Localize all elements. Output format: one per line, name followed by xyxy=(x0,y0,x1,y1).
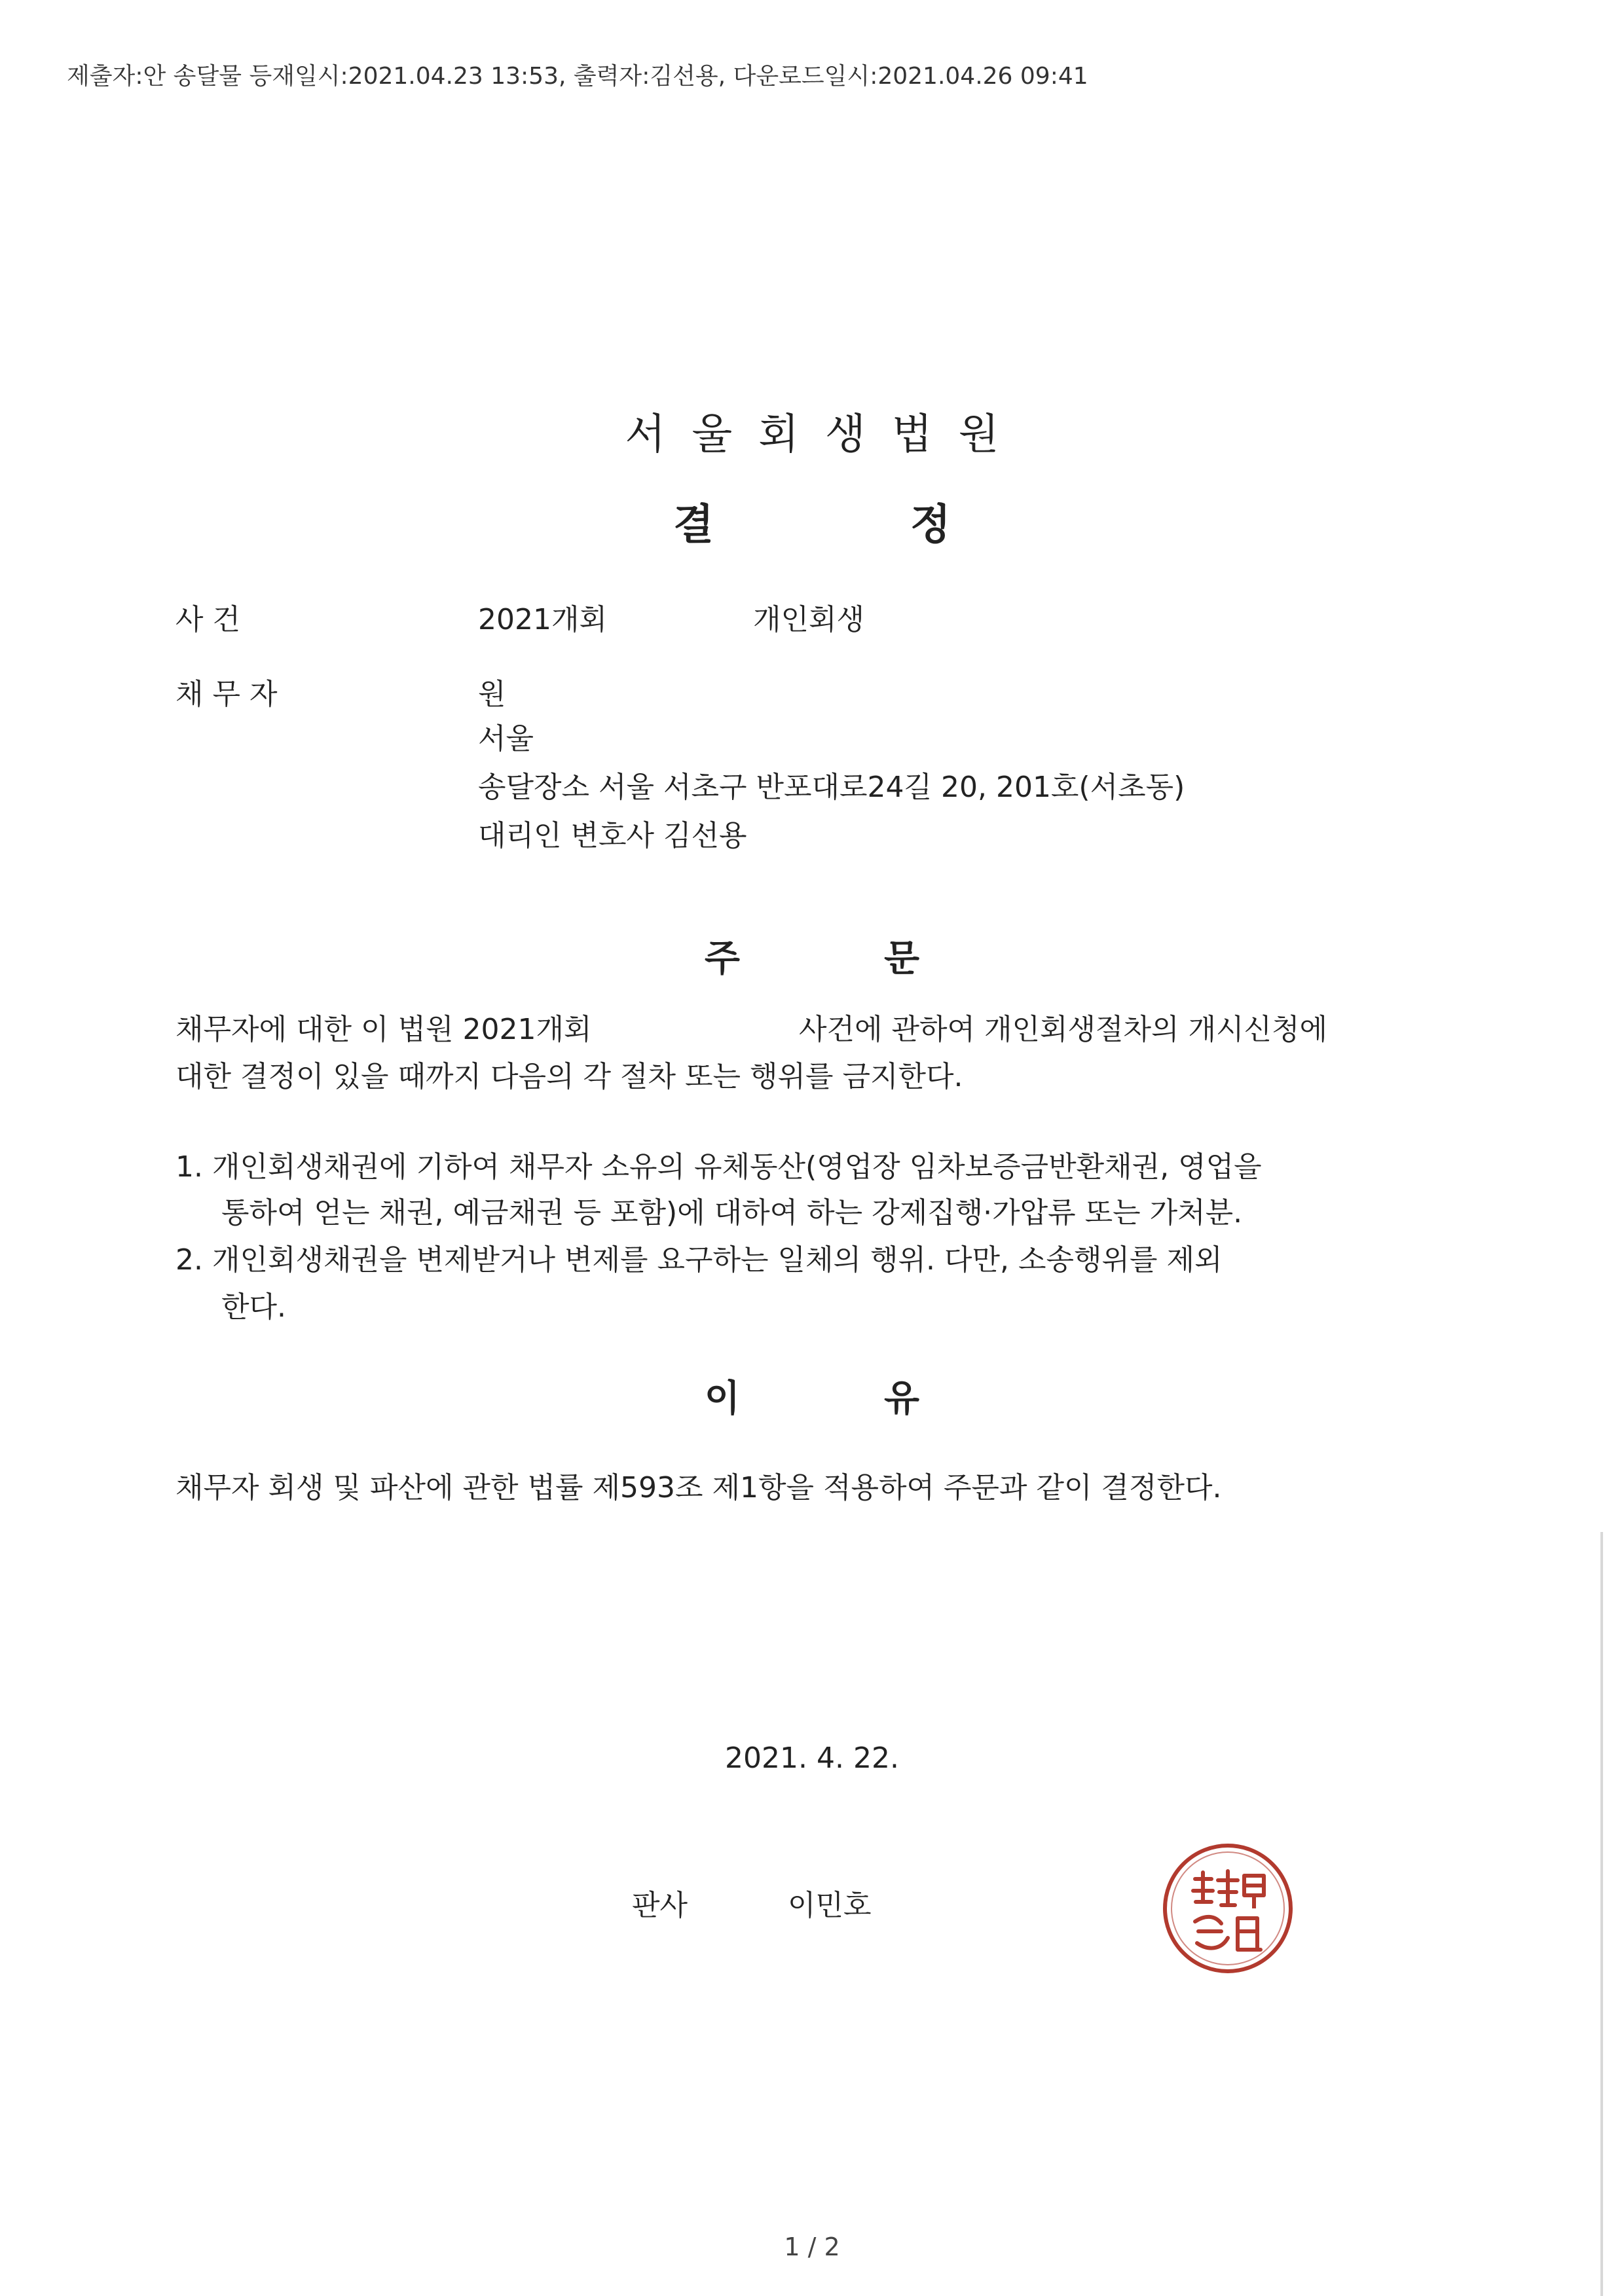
debtor-representative: 대리인 변호사 김선용 xyxy=(478,819,747,852)
order-item2-line2: 한다. xyxy=(221,1290,286,1324)
document-title-left: 결 xyxy=(673,501,714,549)
reason-text: 채무자 회생 및 파산에 관한 법률 제593조 제1항을 적용하여 주문과 같이 결정한다. xyxy=(175,1471,1222,1504)
judge-name: 이민호 xyxy=(788,1889,872,1922)
debtor-label: 채 무 자 xyxy=(175,678,278,711)
judge-label: 판사 xyxy=(632,1889,688,1922)
debtor-address: 서울 xyxy=(478,722,534,756)
order-heading-left: 주 xyxy=(704,938,740,980)
order-item1-line2: 통하여 얻는 채권, 예금채권 등 포함)에 대하여 하는 강제집행·가압류 또는 가처분. xyxy=(221,1196,1243,1230)
order-intro-line1: 채무자에 대한 이 법원 2021개회 xyxy=(175,1013,592,1046)
reason-heading xyxy=(0,1370,1624,1422)
page-number: 1 / 2 xyxy=(784,2232,840,2261)
document-title-right: 정 xyxy=(910,501,951,549)
case-label: 사 건 xyxy=(175,603,240,636)
order-heading-right: 문 xyxy=(884,938,920,980)
reason-heading-left: 이 xyxy=(704,1377,740,1420)
document-header-meta: 제출자:안 송달물 등재일시:2021.04.23 13:53, 출력자:김선용, 다운로드일시:2021.04.26 09:41 xyxy=(67,63,1088,90)
order-heading xyxy=(0,930,1624,982)
debtor-name: 원 xyxy=(478,678,506,711)
decision-date: 2021. 4. 22. xyxy=(725,1741,899,1775)
scan-edge-divider xyxy=(1600,1532,1603,2296)
order-intro-line1-tail: 사건에 관하여 개인회생절차의 개시신청에 xyxy=(799,1013,1328,1046)
order-item1-line1: 1. 개인회생채권에 기하여 채무자 소유의 유체동산(영업장 임차보증금반환채권, 영업을 xyxy=(175,1150,1262,1184)
order-item2-line1: 2. 개인회생채권을 변제받거나 변제를 요구하는 일체의 행위. 다만, 소송행위를 제외 xyxy=(175,1243,1223,1277)
judge-seal-icon xyxy=(1159,1840,1297,1977)
case-type: 개인회생 xyxy=(753,603,865,636)
court-name: 서울회생법원 xyxy=(625,410,1025,459)
reason-heading-right: 유 xyxy=(884,1377,920,1420)
case-number: 2021개회 xyxy=(478,603,607,636)
order-intro-line2: 대한 결정이 있을 때까지 다음의 각 절차 또는 행위를 금지한다. xyxy=(175,1060,963,1093)
document-title xyxy=(0,491,1624,551)
debtor-service-address: 송달장소 서울 서초구 반포대로24길 20, 201호(서초동) xyxy=(478,771,1185,804)
